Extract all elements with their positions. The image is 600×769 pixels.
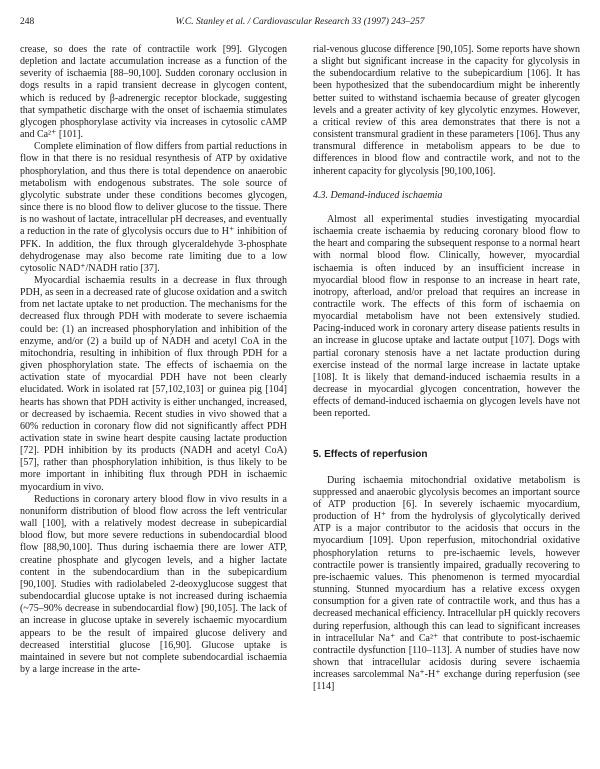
paragraph: Reductions in coronary artery blood flow in vivo results in a nonuniform distribution of blood flow across the left ventricular wall [100], with a relatively modest decrease in subepicardial blood flow, but more severe reductions in subendocardial blood flow [88,90,100]. Thus during ischaemia there are lower ATP, creatine phosphate and glycogen levels, and a higher lactate content in the subendocardium than in the subepicardium [90,100]. Studies with radiolabeled 2-deoxyglucose suggest that subendocardial glucose uptake is not increased during ischaemia (~75–90% decrease in subendocardial flow) [90,105]. The lack of an increase in glucose uptake in severely ischaemic myocardium appears to be the result of impaired glucose delivery and decreased interstitial glucose [16,90]. Glucose uptake is maintained in severe but not complete subendocardial ischaemia by a large increase in the arte- (20, 493, 287, 675)
subsection-heading: 4.3. Demand-induced ischaemia (313, 189, 443, 201)
section-heading: 5. Effects of reperfusion (313, 448, 428, 460)
paragraph: Complete elimination of flow differs from partial reductions in flow in that there is no residual resynthesis of ATP by oxidative phosphorylation, and thus there is total dependence on anaerobic metabolism with endogenous substrates. The sole source of glycolytic substrate under these conditions becomes glycogen, since there is no blood flow to deliver glucose to the tissue. There is no washout of lactate, intracellular pH decreases, and eventually a reduction in the rate of glycolysis occurs due to H⁺ inhibition of PFK. In addition, the flux through glyceraldehyde 3-phosphate dehydrogenase may also become rate limiting due to a low cytosolic NAD⁺/NADH ratio [37]. (20, 141, 287, 274)
right-column (313, 44, 580, 694)
paragraph: During ischaemia mitochondrial oxidative metabolism is suppressed and anaerobic glycolysis becomes an important source of ATP production [6]. In severely ischaemic myocardium, production of H⁺ from the hydrolysis of glycolytically derived ATP is a major contributor to the acidosis that occurs in the myocardium [109]. Upon reperfusion, mitochondrial oxidative phosphorylation returns to pre-ischaemic levels, however contractile power is transiently impaired, gradually recovering to pre-ischaemic values. This phenomenon is termed myocardial stunning. Stunned myocardium has a relative excess oxygen consumption for a given rate of contractile work, and thus has a decreased mechanical efficiency. Intracellular pH quickly recovers during reperfusion, although this can lead to significant increases in intracellular Na⁺ and Ca²⁺ that contribute to post-ischaemic contractile dysfunction [110–113]. A number of studies have now shown that intracellular acidosis during severe ischaemia increases sarcolemmal Na⁺-H⁺ exchange during reperfusion (see [114] (313, 474, 580, 693)
paragraph: rial-venous glucose difference [90,105]. Some reports have shown a slight but significant increase in the capacity for glycolysis in the subendocardium relative to the subepicardium [106]. It has been hypothesized that the subendocardium might be inherently better suited to withstand ischaemia because of greater glycogen levels and a greater activity of key glycolytic enzymes. However, a critical review of this area demonstrates that there is not a consistent transmural gradient in these parameters [106]. Thus any transmural difference in metabolism appears to be due to differences in blood flow and contractile work, and not to the inherent capacity for glycolysis [90,100,106]. (313, 44, 580, 177)
page-number: 248 (20, 17, 35, 27)
paragraph: Myocardial ischaemia results in a decrease in flux through PDH, as seen in a decreased rate of glucose oxidation and a switch from net lactate uptake to net production. The mechanisms for the decreased flux through PDH with moderate to severe ischaemia could be: (1) an increased phosphorylation and inhibition of the enzyme, and/or (2) a build up of NADH and acetyl CoA in the mitochondria, resulting in inhibition of flux through PDH for a given phosphorylation state. The effects of ischaemia on the activation state of myocardial PDH have not been clearly elucidated. Work in isolated rat [57,102,103] or guinea pig [104] hearts has shown that PDH activity is either unchanged, increased, or decreased by ischaemia. Recent studies in vivo showed that a 60% reduction in coronary flow did not significantly affect PDH activation state in swine heart despite causing lactate production [72]. PDH inhibition by its products (NADH and acetyl CoA) [57], rather than phosphorylation inhibition, is thus likely to be more important in inhibiting flux through PDH in ischaemic myocardium in vivo. (20, 274, 287, 493)
paragraph: crease, so does the rate of contractile work [99]. Glycogen depletion and lactate accumulation increase as a function of the severity of ischaemia [88–90,100]. Sudden coronary occlusion in dogs results in a rapid transient decrease in glycogen content, which is reduced by β-adrenergic receptor blockade, suggesting that sympathetic discharge with the onset of ischaemia stimulates glycogen phosphorylase activity via increases in cytosolic cAMP and Ca²⁺ [101]. (20, 44, 287, 141)
paragraph: Almost all experimental studies investigating myocardial ischaemia create ischaemia by reducing coronary blood flow to the heart and comparing the subsequent response to a normal heart with normal blood flow. Clinically, however, myocardial ischaemia is often induced by an insufficient increase in myocardial blood flow in response to an increase in heart rate, inotropy, afterload, and/or preload that requires an increase in contractile work. The effects of this form of ischaemia on myocardial metabolism have not been extensively studied. Pacing-induced work in coronary artery disease patients results in an increase in glucose uptake and lactate output [107]. Dogs with partial coronary stenosis have a net lactate production during exercise instead of the normal large increase in lactate uptake [108]. It is likely that demand-induced ischaemia results in a decrease in myocardial glycogen concentration, however the effects of demand-induced ischaemia on glycogen levels have not been reported. (313, 213, 580, 420)
running-title: W.C. Stanley et al. / Cardiovascular Research 33 (1997) 243–257 (175, 17, 425, 27)
page-header (20, 17, 580, 31)
left-column (20, 44, 287, 676)
